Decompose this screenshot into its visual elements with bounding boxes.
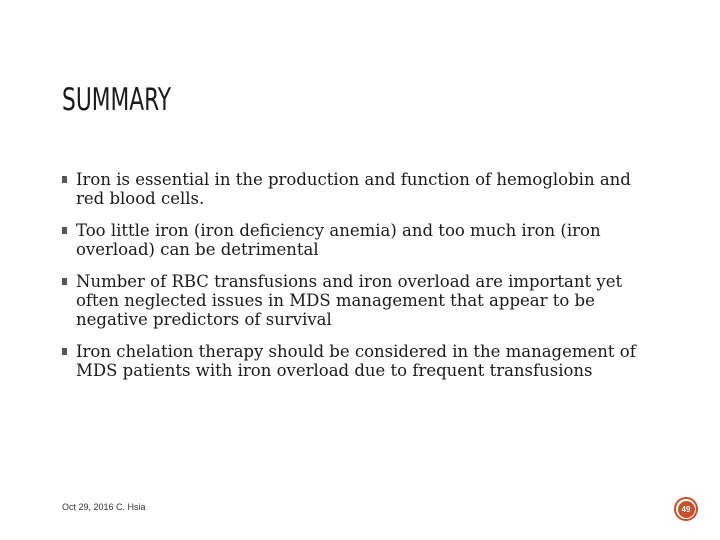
footer-date-author: Oct 29, 2016 C. Hsia <box>62 502 146 512</box>
square-bullet-icon <box>62 227 67 234</box>
square-bullet-icon <box>62 176 67 183</box>
bullet-text: Too little iron (iron deficiency anemia) and too much iron (iron overload) can be detrimental <box>76 221 601 259</box>
bullet-item <box>62 342 662 380</box>
square-bullet-icon <box>62 348 67 355</box>
bullet-text: Iron is essential in the production and function of hemoglobin and red blood cells. <box>76 170 631 208</box>
bullet-item <box>62 221 662 259</box>
page-number: 49 <box>678 501 695 518</box>
square-bullet-icon <box>62 278 67 285</box>
page-number-badge <box>674 497 698 521</box>
bullet-list <box>62 170 662 393</box>
bullet-text: Iron chelation therapy should be considered in the management of MDS patients with iron overload due to frequent transfusions <box>76 342 636 380</box>
bullet-item <box>62 170 662 208</box>
slide-title: SUMMARY <box>62 82 172 118</box>
bullet-item <box>62 272 662 329</box>
bullet-text: Number of RBC transfusions and iron overload are important yet often neglected issues in MDS management that appear to be negative predictors of survival <box>76 272 623 329</box>
